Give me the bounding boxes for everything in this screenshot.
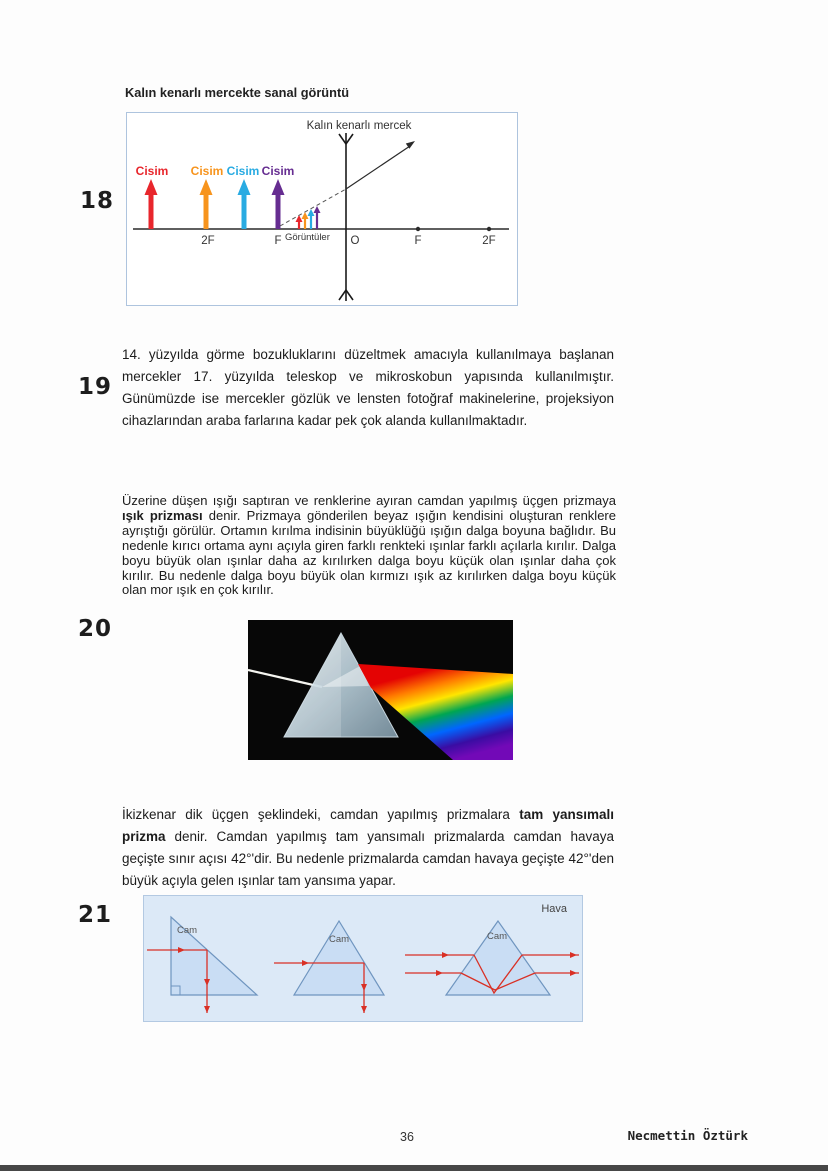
- prism-photo: [248, 620, 513, 760]
- axis-label-2f-right: 2F: [482, 235, 496, 247]
- total-reflection-diagram: [143, 895, 583, 1022]
- paragraph-text: denir. Prizmaya gönderilen beyaz ışığın kendisini oluşturan renklere ayrıştığı görülür. Ortamın kırılma indisinin büyüklüğü ışığın dalga boyuna bağlıdır. Bu nedenle kırıcı ortama aynı açıyla giren farklı renkteki ışınlar farklı açılarla kırılır. Dalga boyu büyük olan ışınlar daha az kırılırken dalga boyu küçük olan ışınlar daha çok kırılır. Bu nedenle dalga boyu büyük olan kırmızı ışık az kırılırken dalga boyu küçük olan mor ışık en çok kırılır.: [122, 507, 616, 598]
- bold-term-tam-yansimali-prizma: tam yansımalı prizma: [122, 807, 615, 844]
- item-number-20: 20: [78, 616, 113, 642]
- object-label-2: Cisim: [190, 164, 224, 178]
- item19-paragraph: [122, 344, 614, 432]
- paragraph-text: İkizkenar dik üçgen şeklindeki, camdan yapılmış prizmalara: [122, 807, 520, 822]
- paragraph-text: Üzerine düşen ışığı saptıran ve renklerine ayıran camdan yapılmış üçgen prizmaya: [122, 493, 616, 508]
- item-number-19: 19: [78, 374, 113, 400]
- item20-paragraph: [122, 494, 616, 598]
- axis-label-2f-left: 2F: [201, 235, 215, 247]
- axis-label-o: O: [350, 235, 360, 247]
- air-label: Hava: [541, 903, 567, 915]
- item21-paragraph: [122, 804, 614, 892]
- axis-label-f-left: F: [274, 235, 282, 247]
- object-label-1: Cisim: [135, 164, 169, 178]
- prism-dispersion-image: [248, 620, 513, 760]
- lens-figure: [126, 112, 518, 306]
- paragraph-text: 14. yüzyılda görme bozukluklarını düzeltmek amacıyla kullanılmaya başlanan mercekler 17. yüzyılda teleskop ve mikroskobun yapısında kullanılmıştır. Günümüzde ise mercekler gözlük ve lensten fotoğraf makinelerine, projeksiyon cihazlarından araba farlarına kadar pek çok alanda kullanılmaktadır.: [122, 347, 614, 428]
- item-number-18: 18: [80, 188, 115, 214]
- diverging-lens-symbol: [339, 133, 353, 301]
- page-number: 36: [400, 1130, 414, 1144]
- glass-label-3: Cam: [487, 931, 508, 942]
- lens-figure-title: Kalın kenarlı mercekte sanal görüntü: [125, 85, 350, 100]
- object-label-4: Cisim: [261, 164, 295, 178]
- page-bottom-edge: [0, 1165, 828, 1171]
- axis-label-f-right: F: [414, 235, 422, 247]
- glass-label-2: Cam: [329, 934, 350, 945]
- images-label: Görüntüler: [285, 232, 330, 243]
- bold-term-isik-prizmasi: ışık prizması: [122, 507, 203, 523]
- paragraph-text: denir. Camdan yapılmış tam yansımalı prizmalarda camdan havaya geçişte sınır açısı 42°'dir. Bu nedenle prizmalarda camdan havaya geçişte 42°'den büyük açıyla gelen ışınlar tam yansıma yapar.: [122, 829, 614, 888]
- object-arrows: [145, 179, 285, 229]
- author-name: Necmettin Öztürk: [627, 1128, 748, 1143]
- total-reflection-figure: [143, 895, 583, 1022]
- virtual-image-arrows: [296, 206, 321, 229]
- item-number-21: 21: [78, 902, 113, 928]
- light-ray: [280, 141, 415, 226]
- object-label-3: Cisim: [226, 164, 260, 178]
- glass-label-1: Cam: [177, 925, 198, 936]
- lens-label: Kalın kenarlı mercek: [306, 120, 412, 132]
- diverging-lens-diagram: [127, 113, 517, 305]
